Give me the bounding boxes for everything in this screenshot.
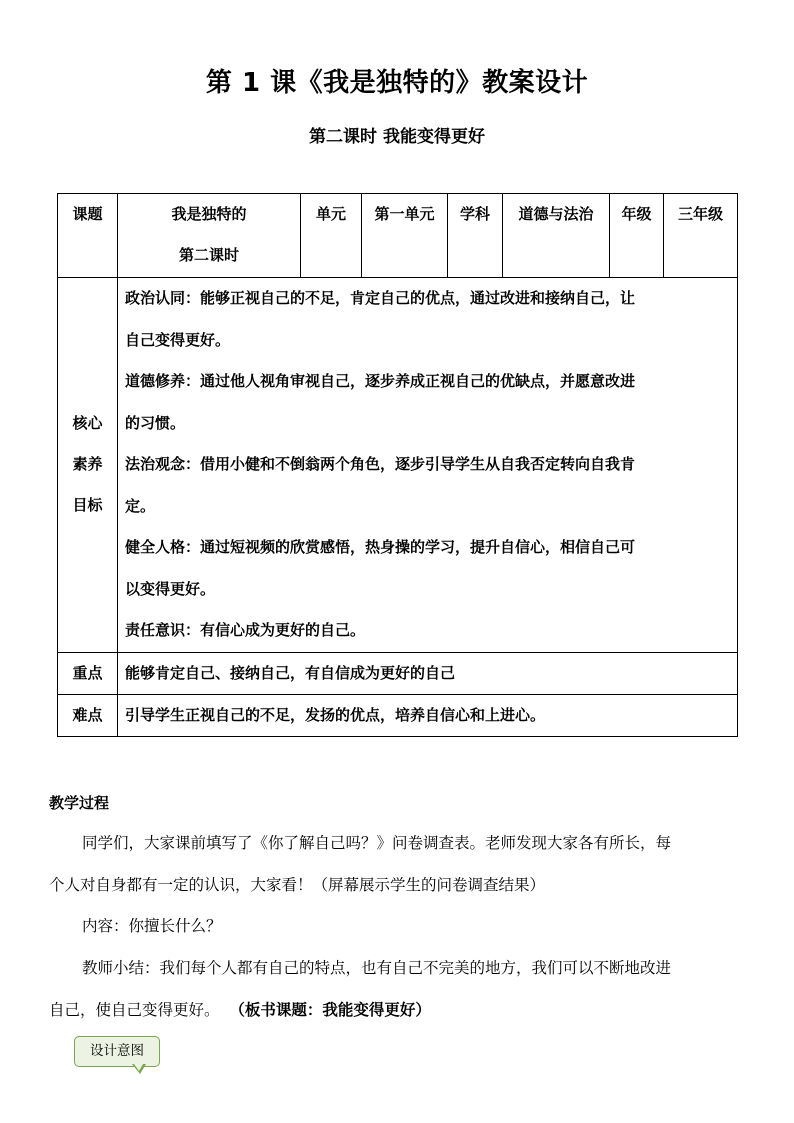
difficulty-text: 引导学生正视自己的不足，发扬的优点，培养自信心和上进心。 — [118, 694, 738, 736]
goal-line: 法治观念：借用小健和不倒翁两个角色，逐步引导学生从自我否定转向自我肯 — [125, 455, 636, 473]
goal-line: 以变得更好。 — [125, 579, 216, 598]
core-literacy-label: 核心 素养 目标 — [58, 278, 118, 653]
goal-line: 责任意识：有信心成为更好的自己。 — [125, 621, 366, 639]
grade-label: 年级 — [610, 194, 664, 278]
key-point-row — [58, 652, 738, 694]
lesson-plan-table — [57, 193, 738, 737]
subject-label: 学科 — [448, 194, 503, 278]
board-title-note: （板书课题：我能变得更好） — [229, 1000, 431, 1019]
callout-tail-inner — [134, 1064, 143, 1071]
intro-paragraph: 同学们，大家课前填写了《你了解自己吗？》问卷调查表。老师发现大家各有所长，每 个人对自身都有一定的认识，大家看！（屏幕展示学生的问卷调查结果） — [49, 834, 672, 894]
design-intent-callout: 设计意图 — [74, 1036, 160, 1067]
unit-label: 单元 — [301, 194, 362, 278]
core-literacy-row — [58, 278, 738, 653]
goal-line: 健全人格：通过短视频的欣赏感悟，热身操的学习，提升自信心，相信自己可 — [125, 538, 636, 556]
key-point-label: 重点 — [58, 652, 118, 694]
goal-line: 政治认同：能够正视自己的不足，肯定自己的优点，通过改进和接纳自己，让 — [125, 289, 636, 307]
teaching-process-heading: 教学过程 — [49, 794, 110, 812]
table-header-row — [58, 194, 738, 278]
unit-value: 第一单元 — [362, 194, 448, 278]
difficulty-row — [58, 694, 738, 736]
goal-line: 自己变得更好。 — [125, 330, 231, 349]
grade-value: 三年级 — [664, 194, 738, 278]
document-subtitle: 第二课时 我能变得更好 — [309, 127, 485, 147]
topic-label: 课题 — [58, 194, 118, 278]
document-title: 第 1 课《我是独特的》教案设计 — [205, 68, 589, 98]
teacher-summary: 教师小结：我们每个人都有自己的特点，也有自己不完美的地方，我们可以不断地改进 自己，使自己变得更好。 （板书课题：我能变得更好） — [49, 959, 672, 1019]
goal-line: 的习惯。 — [125, 413, 186, 432]
topic-value: 我是独特的 第二课时 — [118, 194, 301, 278]
goal-line: 道德修养：通过他人视角审视自己，逐步养成正视自己的优缺点，并愿意改进 — [125, 372, 636, 390]
content-question: 内容：你擅长什么？ — [82, 917, 222, 935]
key-point-text: 能够肯定自己、接纳自己，有自信成为更好的自己 — [118, 652, 738, 694]
goal-line: 定。 — [125, 496, 156, 515]
difficulty-label: 难点 — [58, 694, 118, 736]
core-literacy-goals — [118, 278, 738, 653]
subject-value: 道德与法治 — [503, 194, 610, 278]
